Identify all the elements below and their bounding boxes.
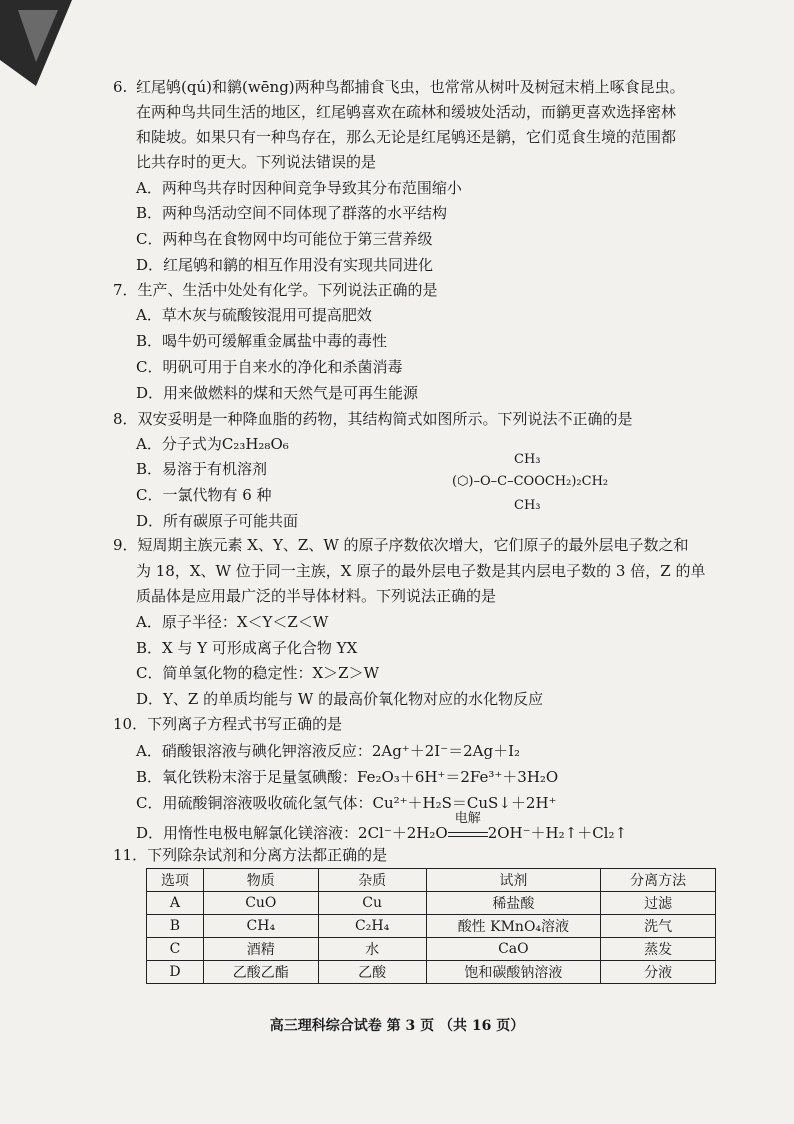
q6-option-b: B．两种鸟活动空间不同体现了群落的水平结构 — [136, 204, 448, 222]
table-row — [147, 938, 716, 961]
q6-stem-line-2: 在两种鸟共同生活的地区，红尾鸲喜欢在疏林和缓坡处活动，而鹟更喜欢选择密林 — [136, 103, 677, 121]
q6-number: 6. — [113, 78, 128, 96]
q10-option-d-right: 2OH⁻＋H₂↑＋Cl₂↑ — [487, 824, 628, 842]
table-row — [147, 892, 716, 915]
cell: 酒精 — [203, 938, 318, 961]
formula-bottom-methyl: CH₃ — [514, 498, 541, 513]
q8-option-b: B．易溶于有机溶剂 — [136, 460, 268, 478]
q7-option-c: C．明矾可用于自来水的净化和杀菌消毒 — [136, 358, 403, 376]
header-method: 分离方法 — [601, 869, 716, 892]
q6-option-c: C．两种鸟在食物网中均可能位于第三营养级 — [136, 230, 433, 248]
q8-option-a: A．分子式为C₂₃H₂₈O₆ — [136, 435, 289, 453]
electrolysis-label: 电解 — [454, 811, 481, 826]
cell: 分液 — [601, 961, 716, 984]
table-row — [147, 915, 716, 938]
table-row — [147, 961, 716, 984]
cell: C — [147, 938, 204, 961]
q8-option-d: D．所有碳原子可能共面 — [136, 512, 299, 530]
header-substance: 物质 — [203, 869, 318, 892]
formula-main-chain: (⬡)–O–C–COOCH₂)₂CH₂ — [452, 474, 609, 489]
q6-stem-line-4: 比共存时的更大。下列说法错误的是 — [136, 153, 377, 171]
cell: A — [147, 892, 204, 915]
cell: CH₄ — [203, 915, 318, 938]
header-impurity: 杂质 — [318, 869, 426, 892]
cell: D — [147, 961, 204, 984]
table-header-row — [147, 869, 716, 892]
structural-formula — [452, 452, 652, 518]
q10-stem: 10．下列离子方程式书写正确的是 — [113, 715, 343, 733]
q10-option-b: B．氧化铁粉末溶于足量氢碘酸：Fe₂O₃＋6H⁺＝2Fe³⁺＋3H₂O — [136, 768, 559, 786]
cell: 稀盐酸 — [426, 892, 601, 915]
q9-option-c: C．简单氢化物的稳定性：X＞Z＞W — [136, 664, 379, 682]
q7-option-d: D．用来做燃料的煤和天然气是可再生能源 — [136, 384, 419, 402]
cell: 酸性 KMnO₄溶液 — [426, 915, 601, 938]
q8-option-c: C．一氯代物有 6 种 — [136, 486, 272, 504]
q6-stem-line-3: 和陡坡。如果只有一种鸟存在，那么无论是红尾鸲还是鹟，它们觅食生境的范围都 — [136, 128, 677, 146]
formula-top-methyl: CH₃ — [514, 452, 541, 467]
cell: CuO — [203, 892, 318, 915]
q9-stem-line-2: 为 18，X、W 位于同一主族，X 原子的最外层电子数是其内层电子数的 3 倍，Z 的单 — [136, 562, 706, 580]
cell: 乙酸 — [318, 961, 426, 984]
cell: 过滤 — [601, 892, 716, 915]
header-option: 选项 — [147, 869, 204, 892]
q10-option-c: C．用硫酸铜溶液吸收硫化氢气体：Cu²⁺＋H₂S＝CuS↓＋2H⁺ — [136, 794, 557, 812]
header-reagent: 试剂 — [426, 869, 601, 892]
cell: 蒸发 — [601, 938, 716, 961]
q9-option-b: B．X 与 Y 可形成离子化合物 YX — [136, 639, 358, 657]
q8-stem: 8．双安妥明是一种降血脂的药物，其结构简式如图所示。下列说法不正确的是 — [113, 410, 633, 428]
q10-option-d-left: D．用惰性电极电解氯化镁溶液：2Cl⁻＋2H₂O — [136, 824, 448, 842]
q6-stem-line-1: 红尾鸲(qú)和鹟(wēng)两种鸟都捕食飞虫，也常常从树叶及树冠末梢上啄食昆虫。 — [136, 78, 685, 96]
electrolysis-sign — [448, 811, 488, 843]
page-footer: 高三理科综合试卷 第 3 页 （共 16 页） — [269, 1018, 525, 1034]
q11-table — [146, 868, 716, 984]
q9-option-a: A．原子半径：X＜Y＜Z＜W — [136, 613, 329, 631]
cell: B — [147, 915, 204, 938]
q6-option-d: D．红尾鸲和鹟的相互作用没有实现共同进化 — [136, 256, 434, 274]
q10-option-a: A．硝酸银溶液与碘化钾溶液反应：2Ag⁺＋2I⁻＝2Ag＋I₂ — [136, 742, 521, 760]
q11-stem: 11．下列除杂试剂和分离方法都正确的是 — [113, 846, 388, 864]
cell: Cu — [318, 892, 426, 915]
cell: 乙酸乙酯 — [203, 961, 318, 984]
cell: 水 — [318, 938, 426, 961]
cell: C₂H₄ — [318, 915, 426, 938]
cell: 饱和碳酸钠溶液 — [426, 961, 601, 984]
q7-option-b: B．喝牛奶可缓解重金属盐中毒的毒性 — [136, 332, 388, 350]
cell: CaO — [426, 938, 601, 961]
q6-option-a: A．两种鸟共存时因种间竞争导致其分布范围缩小 — [136, 179, 462, 197]
q9-option-d: D．Y、Z 的单质均能与 W 的最高价氧化物对应的水化物反应 — [136, 690, 544, 708]
q7-stem: 7．生产、生活中处处有化学。下列说法正确的是 — [113, 281, 438, 299]
cell: 洗气 — [601, 915, 716, 938]
q10-option-d — [136, 811, 628, 843]
q7-option-a: A．草木灰与硫酸铵混用可提高肥效 — [136, 306, 372, 324]
q9-stem-line-1: 9．短周期主族元素 X、Y、Z、W 的原子序数依次增大，它们原子的最外层电子数之和 — [113, 536, 689, 554]
q9-stem-line-3: 质晶体是应用最广泛的半导体材料。下列说法正确的是 — [136, 587, 497, 605]
corner-binding-mark — [0, 0, 72, 86]
